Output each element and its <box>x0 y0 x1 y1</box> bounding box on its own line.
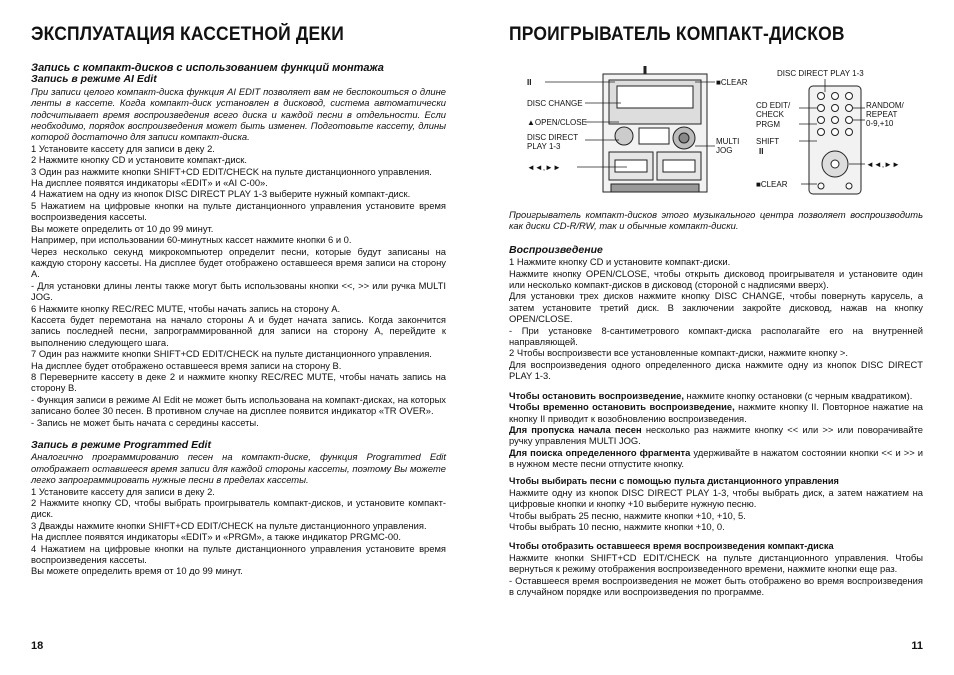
disc-change-label: DISC CHANGE <box>527 99 583 108</box>
right-body <box>509 209 923 598</box>
programmed-edit-heading: Запись в режиме Programmed Edit <box>31 439 211 451</box>
remote-rewind-label: ◄◄,►► <box>866 160 900 169</box>
clear-label: ■CLEAR <box>716 78 748 87</box>
text-line: Нажмите кнопку OPEN/CLOSE, чтобы открыть дисковод проигрывателя и установите один или несколько компакт-дисков в дисковод (стороной с надписями вверх). <box>509 267 923 291</box>
text-line: 3 Дважды нажмите кнопки SHIFT+CD EDIT/CHECK на пульте дистанционного управления. <box>31 519 427 531</box>
tip-text: несколько раз нажмите кнопку << или >> или поворачивайте ручку управления MULTI JOG. <box>509 423 923 447</box>
tip-text: удерживайте в нажатом состоянии кнопки << и >> и в нужном месте песни отпустите кнопку. <box>509 446 923 470</box>
text-line: Например, при использовании 60-минутных кассет нажмите кнопки 6 и 0. <box>31 234 352 246</box>
text-line: 1 Нажмите кнопку CD и установите компакт-диски. <box>509 256 731 268</box>
open-close-label: ▲OPEN/CLOSE <box>527 118 587 127</box>
text-line: Вы можете определить от 10 до 99 минут. <box>31 222 214 234</box>
shift-label: SHIFT <box>756 137 780 146</box>
multi-label: MULTI <box>716 137 740 146</box>
text-line: - Для установки длины ленты также могут быть использованы кнопки <<, >> или ручка MULTI JOG. <box>31 279 446 303</box>
text-line: 4 Нажатием на одну из кнопок DISC DIRECT PLAY 1-3 выберите нужный компакт-диск. <box>31 188 411 200</box>
text-line: Вы можете определить время от 10 до 99 минут. <box>31 565 243 577</box>
text-line: Через несколько секунд микрокомпьютер определит песни, которые будут записаны на каждую сторону кассеты. На дисплее будет отображено оставшееся время записи на сторону A. <box>31 245 446 280</box>
remote-disc-direct-label: DISC DIRECT PLAY 1-3 <box>777 69 864 78</box>
remaining-time-steps <box>509 552 923 598</box>
remote-pause-label: II <box>759 147 764 156</box>
tip-paragraph <box>509 447 923 470</box>
tip-title: Чтобы временно остановить воспроизведение, <box>509 401 735 413</box>
text-line: - Запись не может быть начата с середины кассеты. <box>31 416 259 428</box>
ai-edit-heading: Запись в режиме AI Edit <box>31 73 157 86</box>
text-line: 7 Один раз нажмите кнопки SHIFT+CD EDIT/CHECK на пульте дистанционного управления. <box>31 348 432 360</box>
text-line: Нажмите кнопки SHIFT+CD EDIT/CHECK на пульте дистанционного управления. Чтобы вернуться к режиму отображения воспроизведенного времени, нажмите кнопки еще раз. <box>509 551 923 575</box>
text-line: - При установке 8-сантиметрового компакт-диска располагайте его на внутренней направляющей. <box>509 324 923 348</box>
text-line: 2 Чтобы воспроизвести все установленные компакт-диски, нажмите кнопку >. <box>509 347 848 359</box>
programmed-edit-intro: Аналогично программированию песен на компакт-диске, функция Programmed Edit отображает оставшееся время записи для каждой стороны кассеты, поэтому Вы можете легко запрограммировать нужные песни в пределах кассеты. <box>31 451 446 486</box>
cd-edit-label: CD EDIT/ <box>756 101 791 110</box>
select-songs-steps <box>509 487 923 533</box>
text-line: 2 Нажмите кнопку CD, чтобы выбрать проигрыватель компакт-дисков, и установите компакт-диск. <box>31 497 446 520</box>
text-line: Для воспроизведения одного определенного диска нажмите одну из кнопок DISC DIRECT PLAY 1-3. <box>509 358 923 382</box>
page-number: 11 <box>911 640 923 652</box>
left-body <box>31 63 446 577</box>
text-line: Чтобы выбрать 10 песню, нажмите кнопки +10, 0. <box>509 521 725 533</box>
pause-label: II <box>527 78 532 87</box>
text-line: 1 Установите кассету для записи в деку 2. <box>31 485 215 497</box>
playback-heading: Воспроизведение <box>509 243 603 256</box>
rewind-forward-label: ◄◄,►► <box>527 163 561 172</box>
text-line: 8 Переверните кассету в деке 2 и нажмите кнопку REC/REC MUTE, чтобы начать запись на сторону B. <box>31 370 446 394</box>
text-line: Кассета будет перемотана на начало стороны A и будет начата запись. Когда закончится запись последней песни, запрограммированной для записи на сторону A, перейдите к выполнению следующего шага. <box>31 313 446 348</box>
tip-text: нажмите кнопку II. Повторное нажатие на кнопку II приводит к возобновлению воспроизведения. <box>509 401 923 424</box>
text-line: 6 Нажмите кнопку REC/REC MUTE, чтобы начать запись на сторону A. <box>31 302 341 314</box>
text-line: На дисплее будет отображено оставшееся время записи на сторону B. <box>31 359 342 371</box>
ai-edit-intro: При записи целого компакт-диска функция AI EDIT позволяет вам не беспокоиться о длине ленты в кассете. Когда компакт-диск установлен в дисковод, система автоматически подсчитывает время воспроизведения всего диска и каждой песни в отдельности. Если необходимо, порядок воспроизведения может быть изменен. Подготовьте кассету, длины которой достаточно для записи компакт-диска. <box>31 85 446 143</box>
page-title: ЭКСПЛУАТАЦИЯ КАССЕТНОЙ ДЕКИ <box>31 24 344 45</box>
text-line: Для установки трех дисков нажмите кнопку DISC CHANGE, чтобы повернуть карусель, а затем установите третий диск. В заключении закройте дисковод, нажав на кнопку OPEN/CLOSE. <box>509 290 923 325</box>
remote-control-illustration <box>809 86 861 194</box>
digits-label: 0-9,+10 <box>866 119 894 128</box>
text-line: Чтобы выбрать 25 песню, нажмите кнопки +10, +10, 5. <box>509 509 746 521</box>
select-songs-heading: Чтобы выбирать песни с помощью пульта дистанционного управления <box>509 475 839 486</box>
tip-text: нажмите кнопку остановки (с черным квадратиком). <box>683 389 913 401</box>
random-label: RANDOM/ <box>866 101 904 110</box>
check-label: CHECK <box>756 110 785 119</box>
tip-title: Для поиска определенного фрагмента <box>509 446 691 458</box>
text-line: 1 Установите кассету для записи в деку 2. <box>31 142 215 154</box>
playback-tips <box>509 390 923 470</box>
page-number: 18 <box>31 640 44 652</box>
cd-intro: Проигрыватель компакт-дисков этого музыкального центра позволяет воспроизводить как диски CD-R/RW, так и обычные компакт-диски. <box>509 209 923 232</box>
remote-clear-label: ■CLEAR <box>756 180 788 189</box>
remaining-time-heading: Чтобы отобразить оставшееся время воспроизведения компакт-диска <box>509 540 834 551</box>
text-line: 2 Нажмите кнопку CD и установите компакт-диск. <box>31 154 247 166</box>
playback-steps <box>509 256 923 381</box>
disc-direct-label-1: DISC DIRECT <box>527 133 579 142</box>
text-line: 3 Один раз нажмите кнопки SHIFT+CD EDIT/CHECK на пульте дистанционного управления. <box>31 165 432 177</box>
text-line: Нажмите одну из кнопок DISC DIRECT PLAY 1-3, чтобы выбрать диск, а затем нажатием на цифровые кнопки и кнопку +10 выберите нужную песню. <box>509 486 923 510</box>
ai-edit-steps <box>31 143 446 428</box>
disc-direct-label-2: PLAY 1-3 <box>527 142 561 151</box>
programmed-edit-steps <box>31 486 446 577</box>
text-line: На дисплее появятся индикаторы «EDIT» и «PRGM», а также индикатор PRGMC-00. <box>31 531 401 543</box>
jog-label: JOG <box>716 146 733 155</box>
text-line: 4 Нажатием на цифровые кнопки на пульте дистанционного управления установите время воспроизведения кассеты. <box>31 542 446 566</box>
cd-player-diagram <box>509 66 923 202</box>
text-line: - Функция записи в режиме AI Edit не может быть использована на компакт-дисках, на которых записано более 30 песен. В противном случае на дисплее появится индикатор «TR OVER». <box>31 393 446 417</box>
prgm-label: PRGM <box>756 120 780 129</box>
stereo-unit-illustration <box>603 66 707 192</box>
repeat-label: REPEAT <box>866 110 898 119</box>
tip-title: Для пропуска начала песен <box>509 423 642 435</box>
text-line: 5 Нажатием на цифровые кнопки на пульте дистанционного управления установите время воспроизведения кассеты. <box>31 199 446 223</box>
tip-paragraph <box>509 401 923 424</box>
section-subtitle: Запись с компакт-дисков с использованием функций монтажа <box>31 62 384 74</box>
tip-paragraph <box>509 390 923 401</box>
text-line: - Оставшееся время воспроизведения не может быть отображено во время воспроизведения в случайном порядке или воспроизведения по программе. <box>509 574 923 598</box>
tip-title: Чтобы остановить воспроизведение, <box>509 389 684 401</box>
text-line: На дисплее появятся индикаторы «EDIT» и «AI C-00». <box>31 177 268 189</box>
tip-paragraph <box>509 424 923 447</box>
page-title: ПРОИГРЫВАТЕЛЬ КОМПАКТ-ДИСКОВ <box>509 24 845 45</box>
